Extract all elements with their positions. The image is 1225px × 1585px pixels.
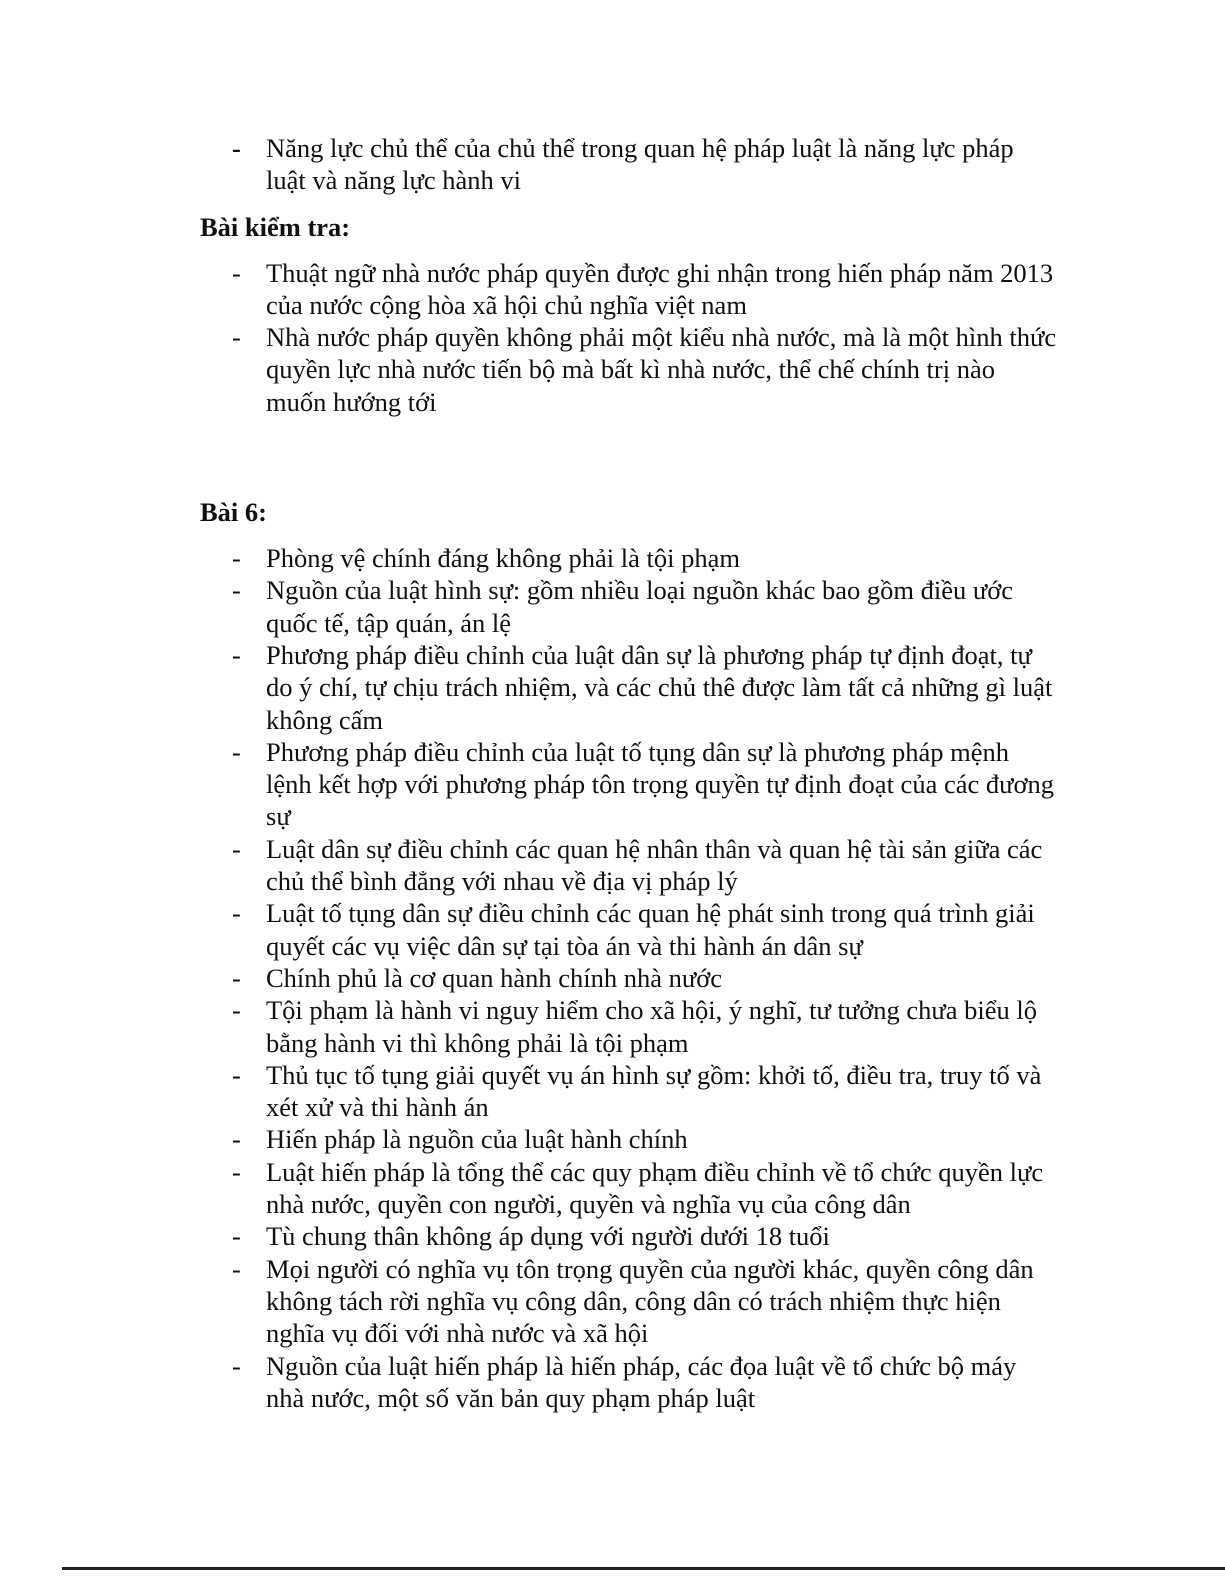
bullet-dash: - (232, 575, 241, 606)
spacer (200, 197, 1060, 211)
list-item-text: Nhà nước pháp quyền không phải một kiểu nhà nước, mà là một hình thức quyền lực nhà nước tiến bộ mà bất kì nhà nước, thể chế chính trị nào muốn hướng tới (266, 322, 1057, 417)
list-item (200, 1220, 1060, 1252)
list-item-text: Tù chung thân không áp dụng với người dưới 18 tuổi (266, 1221, 830, 1252)
list-item-text: Tội phạm là hành vi nguy hiểm cho xã hội, ý nghĩ, tư tưởng chưa biểu lộ bằng hành vi thì không phải là tội phạm (266, 995, 1037, 1058)
list-item (200, 994, 1060, 1059)
list-item-text: Nguồn của luật hình sự: gồm nhiều loại nguồn khác bao gồm điều ước quốc tế, tập quán, án lệ (266, 575, 1014, 638)
bullet-dash: - (232, 1253, 241, 1284)
bai-6-list (200, 542, 1060, 1414)
intro-list (200, 132, 1060, 197)
list-item (200, 542, 1060, 574)
bullet-dash: - (232, 995, 241, 1026)
bullet-dash: - (232, 257, 241, 288)
list-item (200, 132, 1060, 197)
bullet-dash: - (232, 962, 241, 993)
list-item (200, 736, 1060, 833)
spacer (200, 528, 1060, 542)
spacer (200, 243, 1060, 257)
bullet-dash: - (232, 1124, 241, 1155)
bullet-dash: - (232, 833, 241, 864)
bullet-dash: - (232, 639, 241, 670)
bullet-dash: - (232, 898, 241, 929)
bullet-dash: - (232, 543, 241, 574)
list-item (200, 833, 1060, 898)
list-item (200, 1123, 1060, 1155)
list-item-text: Phòng vệ chính đáng không phải là tội phạm (266, 543, 740, 574)
list-item-text: Hiến pháp là nguồn của luật hành chính (266, 1124, 688, 1155)
list-item-text: Luật hiến pháp là tổng thể các quy phạm điều chỉnh về tổ chức quyền lực nhà nước, quyền con người, quyền và nghĩa vụ của công dân (266, 1156, 1044, 1220)
list-item (200, 574, 1060, 639)
list-item-text: Thuật ngữ nhà nước pháp quyền được ghi nhận trong hiến pháp năm 2013 của nước cộng hòa xã hội chủ nghĩa việt nam (266, 257, 1054, 320)
list-item-text: Luật tố tụng dân sự điều chỉnh các quan hệ phát sinh trong quá trình giải quyết các vụ việc dân sự tại tòa án và thi hành án dân sự (266, 898, 1035, 961)
bullet-dash: - (232, 133, 241, 163)
section-heading-bai-6: Bài 6: (200, 497, 267, 528)
bullet-dash: - (232, 1156, 241, 1187)
bullet-dash: - (232, 736, 241, 767)
list-item (200, 1156, 1060, 1221)
spacer (200, 418, 1060, 496)
list-item (200, 1059, 1060, 1124)
list-item (200, 962, 1060, 994)
list-item (200, 257, 1060, 322)
list-item (200, 1253, 1060, 1350)
list-item-text: Năng lực chủ thể của chủ thể trong quan hệ pháp luật là năng lực pháp luật và năng lực hành vi (266, 133, 1014, 196)
list-item-text: Thủ tục tố tụng giải quyết vụ án hình sự gồm: khởi tố, điều tra, truy tố và xét xử và thi hành án (266, 1059, 1042, 1123)
list-item (200, 321, 1060, 418)
list-item (200, 897, 1060, 962)
bullet-dash: - (232, 1059, 241, 1090)
section-heading-kiem-tra: Bài kiểm tra: (200, 211, 351, 242)
list-item (200, 1350, 1060, 1415)
bullet-dash: - (232, 1350, 241, 1381)
list-item-text: Phương pháp điều chỉnh của luật tố tụng dân sự là phương pháp mệnh lệnh kết hợp với phương pháp tôn trọng quyền tự định đoạt của các đương sự (266, 736, 1054, 832)
kiem-tra-list (200, 257, 1060, 418)
list-item-text: Luật dân sự điều chỉnh các quan hệ nhân thân và quan hệ tài sản giữa các chủ thể bình đẳng với nhau về địa vị pháp lý (266, 833, 1043, 897)
list-item-text: Phương pháp điều chỉnh của luật dân sự là phương pháp tự định đoạt, tự do ý chí, tự chịu trách nhiệm, và các chủ thê được làm tất cả những gì luật không cấm (266, 639, 1053, 735)
document-content (200, 132, 1060, 1414)
bullet-dash: - (232, 1221, 241, 1252)
list-item-text: Mọi người có nghĩa vụ tôn trọng quyền của người khác, quyền công dân không tách rời nghĩa vụ công dân, công dân có trách nhiệm thực hiện nghĩa vụ đối với nhà nước và xã hội (266, 1253, 1034, 1349)
bullet-dash: - (232, 322, 241, 353)
list-item-text: Chính phủ là cơ quan hành chính nhà nước (266, 962, 722, 993)
list-item-text: Nguồn của luật hiến pháp là hiến pháp, các đọa luật về tổ chức bộ máy nhà nước, một số văn bản quy phạm pháp luật (266, 1350, 1017, 1413)
page-bottom-rule (62, 1567, 1225, 1570)
list-item (200, 639, 1060, 736)
